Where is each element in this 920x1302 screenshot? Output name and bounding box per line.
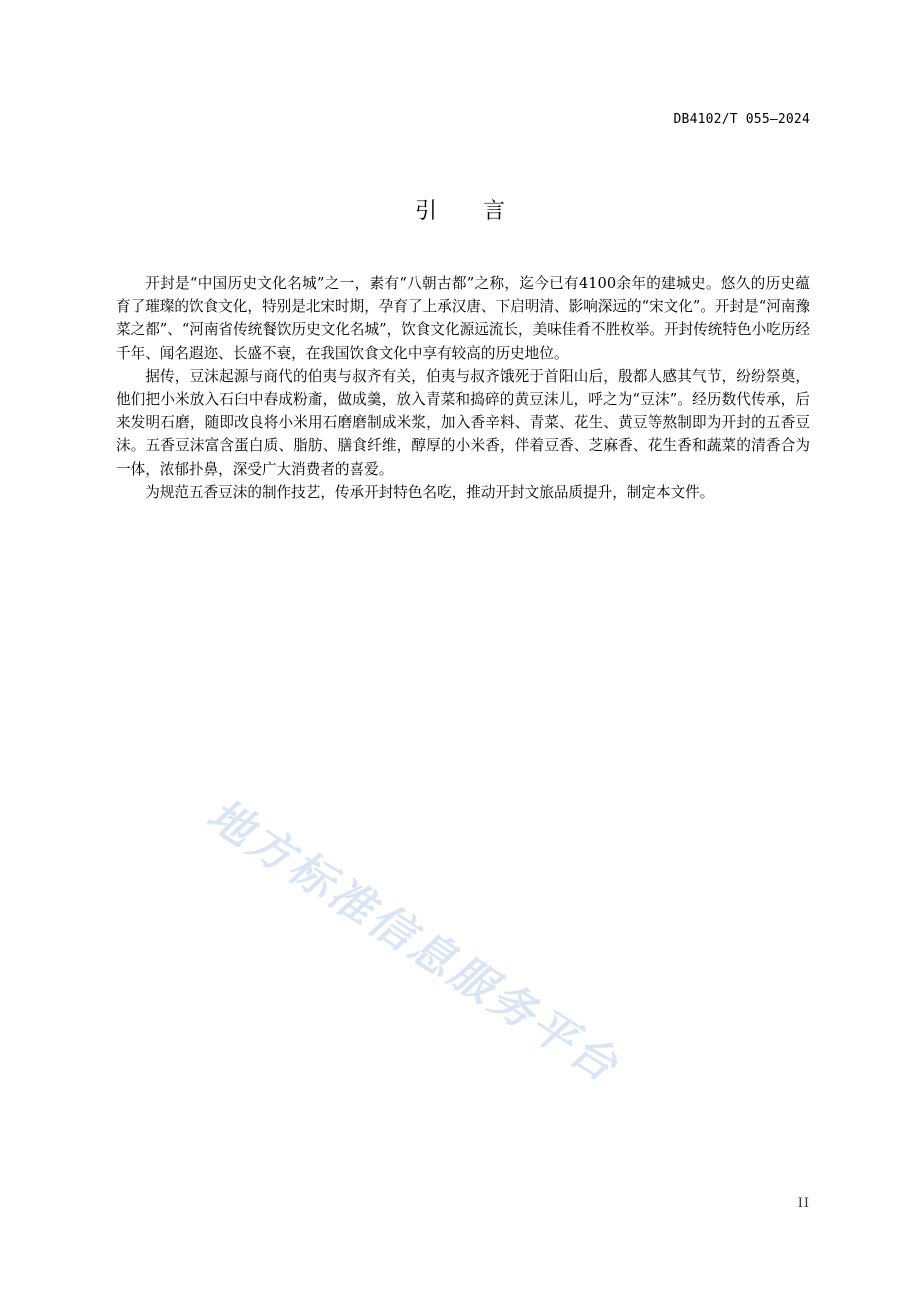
paragraph-2: 据传，豆沫起源与商代的伯夷与叔齐有关，伯夷与叔齐饿死于首阳山后，殷都人感其气节，纷纷祭奠，他们把小米放入石臼中舂成粉齑，做成羹，放入青菜和捣碎的黄豆沫儿，呼之为“豆沫”。经历数代传承，后来发明石磨，随即改良将小米用石磨磨制成米浆，加入香辛料、青菜、花生、黄豆等熬制即为开封的五香豆沫。五香豆沫富含蛋白质、脂肪、膳食纤维，醇厚的小米香，伴着豆香、芝麻香、花生香和蔬菜的清香合为一体，浓郁扑鼻，深受广大消费者的喜爱。 bbox=[116, 367, 810, 478]
paragraph-3: 为规范五香豆沫的制作技艺，传承开封特色名吃，推动开封文旅品质提升，制定本文件。 bbox=[145, 483, 715, 501]
page-number: II bbox=[797, 1196, 810, 1211]
watermark: 地方标准信息服务平台 bbox=[198, 789, 629, 1094]
page-title: 引言 bbox=[414, 199, 551, 224]
body-text bbox=[116, 272, 810, 504]
paragraph-1: 开封是“中国历史文化名城”之一，素有“八朝古都”之称，迄今已有4100余年的建城史。悠久的历史蕴育了璀璨的饮食文化，特别是北宋时期，孕育了上承汉唐、下启明清、影响深远的“宋文化”。开封是“河南豫菜之都”、“河南省传统餐饮历史文化名城”，饮食文化源远流长，美味佳肴不胜枚举。开封传统特色小吃历经千年、闻名遐迩、长盛不衰，在我国饮食文化中享有较高的历史地位。 bbox=[116, 275, 810, 362]
document-code: DB4102/T 055—2024 bbox=[673, 112, 810, 127]
